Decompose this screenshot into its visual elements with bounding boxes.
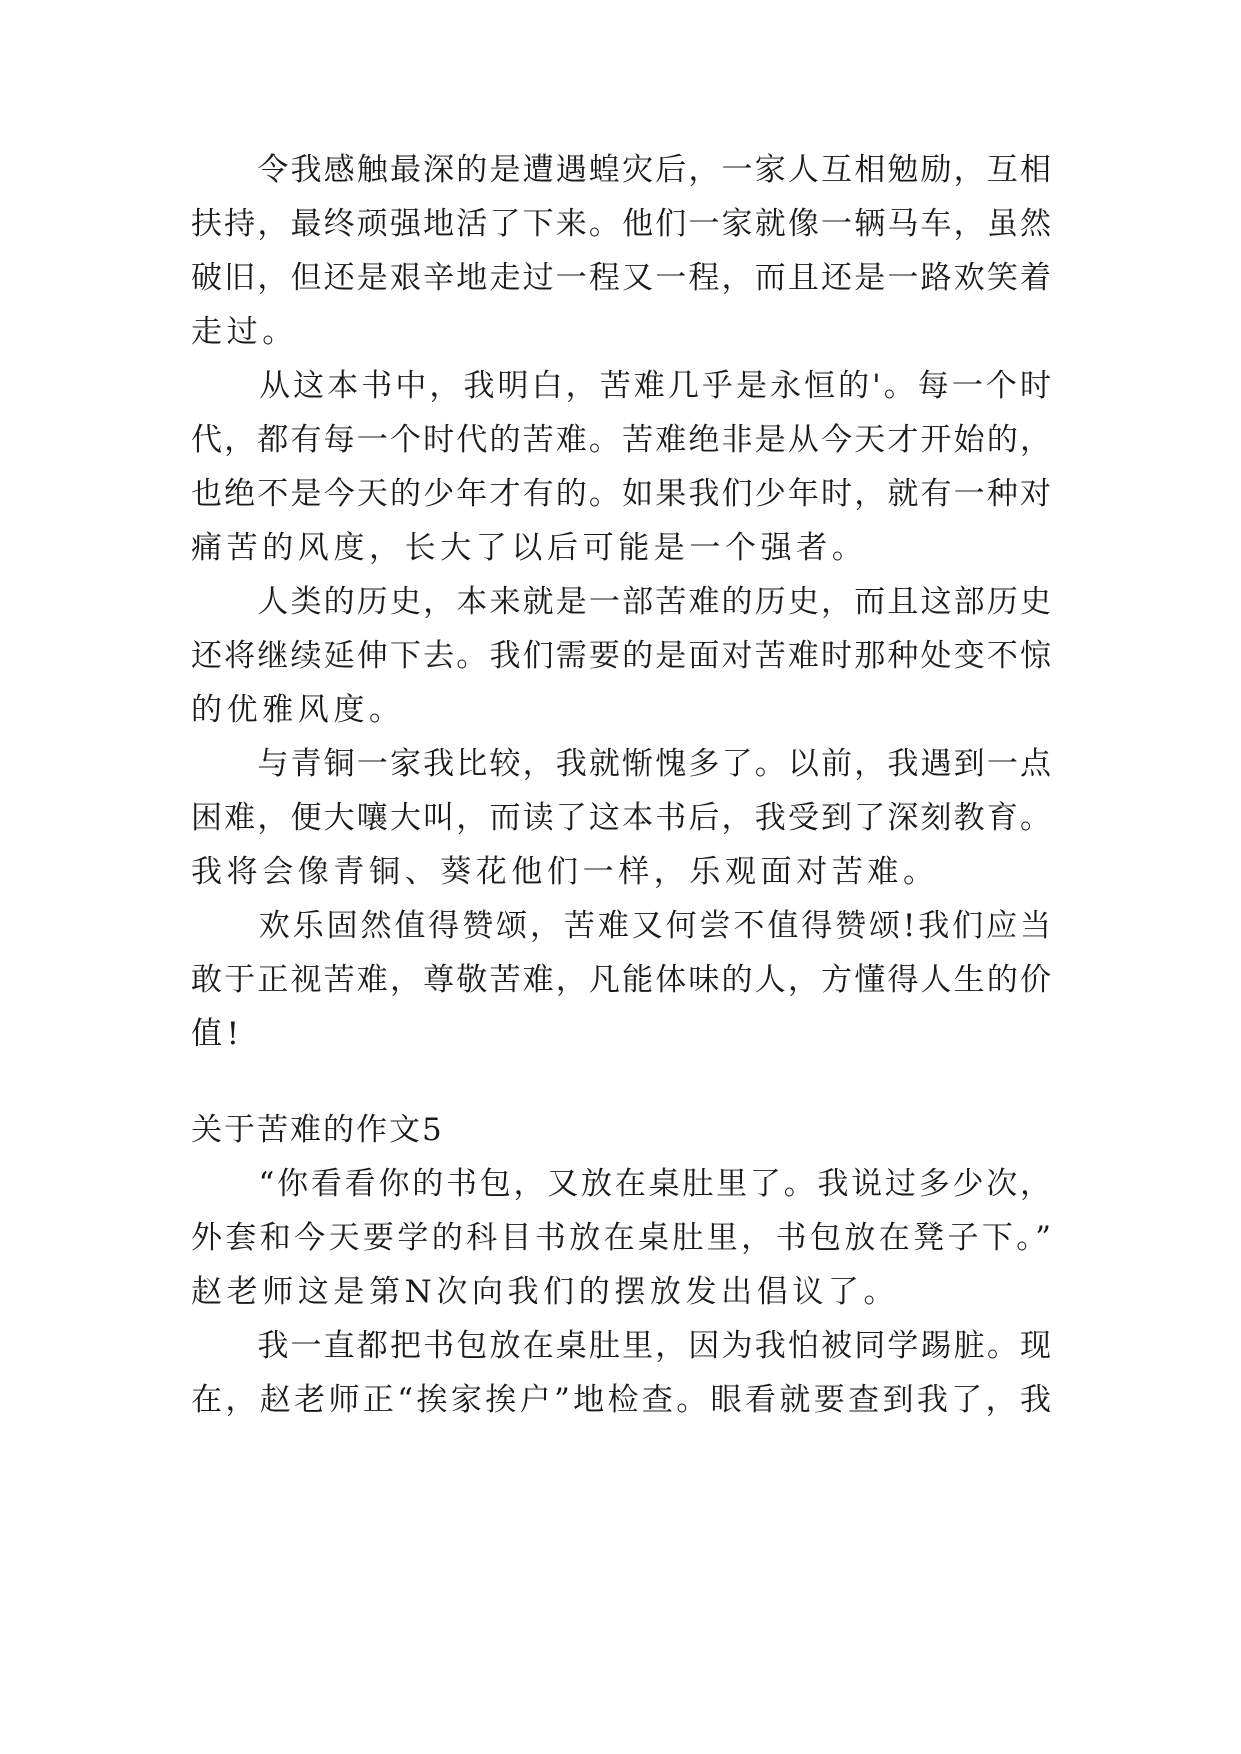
paragraph-line: 我将会像青铜、葵花他们一样，乐观面对苦难。 bbox=[191, 854, 939, 890]
paragraph-line: “你看看你的书包，又放在桌肚里了。我说过多少次， bbox=[191, 1166, 1051, 1202]
paragraph-line: 欢乐固然值得赞颂，苦难又何尝不值得赞颂!我们应当 bbox=[191, 908, 1051, 944]
paragraph-line: 困难，便大嚷大叫，而读了这本书后，我受到了深刻教育。 bbox=[191, 800, 1051, 836]
paragraph-line: 也绝不是今天的少年才有的。如果我们少年时，就有一种对 bbox=[191, 476, 1051, 512]
paragraph-line: 从这本书中，我明白，苦难几乎是永恒的'。每一个时 bbox=[191, 368, 1051, 404]
paragraph-line: 与青铜一家我比较，我就惭愧多了。以前，我遇到一点 bbox=[191, 746, 1051, 782]
paragraph-line: 外套和今天要学的科目书放在桌肚里，书包放在凳子下。” bbox=[191, 1220, 1051, 1256]
paragraph-line: 敢于正视苦难，尊敬苦难，凡能体味的人，方懂得人生的价 bbox=[191, 962, 1051, 998]
paragraph-line: 的优雅风度。 bbox=[191, 692, 405, 728]
paragraph-line: 破旧，但还是艰辛地走过一程又一程，而且还是一路欢笑着 bbox=[191, 260, 1051, 296]
paragraph-line: 赵老师这是第N次向我们的摆放发出倡议了。 bbox=[191, 1274, 900, 1310]
paragraph-line: 令我感触最深的是遭遇蝗灾后，一家人互相勉励，互相 bbox=[191, 152, 1051, 188]
paragraph-line: 痛苦的风度，长大了以后可能是一个强者。 bbox=[191, 530, 868, 566]
paragraph-line: 代，都有每一个时代的苦难。苦难绝非是从今天才开始的， bbox=[191, 422, 1051, 458]
paragraph-line: 人类的历史，本来就是一部苦难的历史，而且这部历史 bbox=[191, 584, 1051, 620]
paragraph-line: 走过。 bbox=[191, 314, 298, 350]
paragraph-line: 还将继续延伸下去。我们需要的是面对苦难时那种处变不惊 bbox=[191, 638, 1051, 674]
paragraph-line: 在，赵老师正“挨家挨户”地检查。眼看就要查到我了，我 bbox=[191, 1382, 1051, 1418]
paragraph-line: 值! bbox=[191, 1016, 244, 1052]
paragraph-line: 扶持，最终顽强地活了下来。他们一家就像一辆马车，虽然 bbox=[191, 206, 1051, 242]
paragraph-line: 我一直都把书包放在桌肚里，因为我怕被同学踢脏。现 bbox=[191, 1328, 1051, 1364]
section-heading: 关于苦难的作文5 bbox=[191, 1112, 444, 1148]
